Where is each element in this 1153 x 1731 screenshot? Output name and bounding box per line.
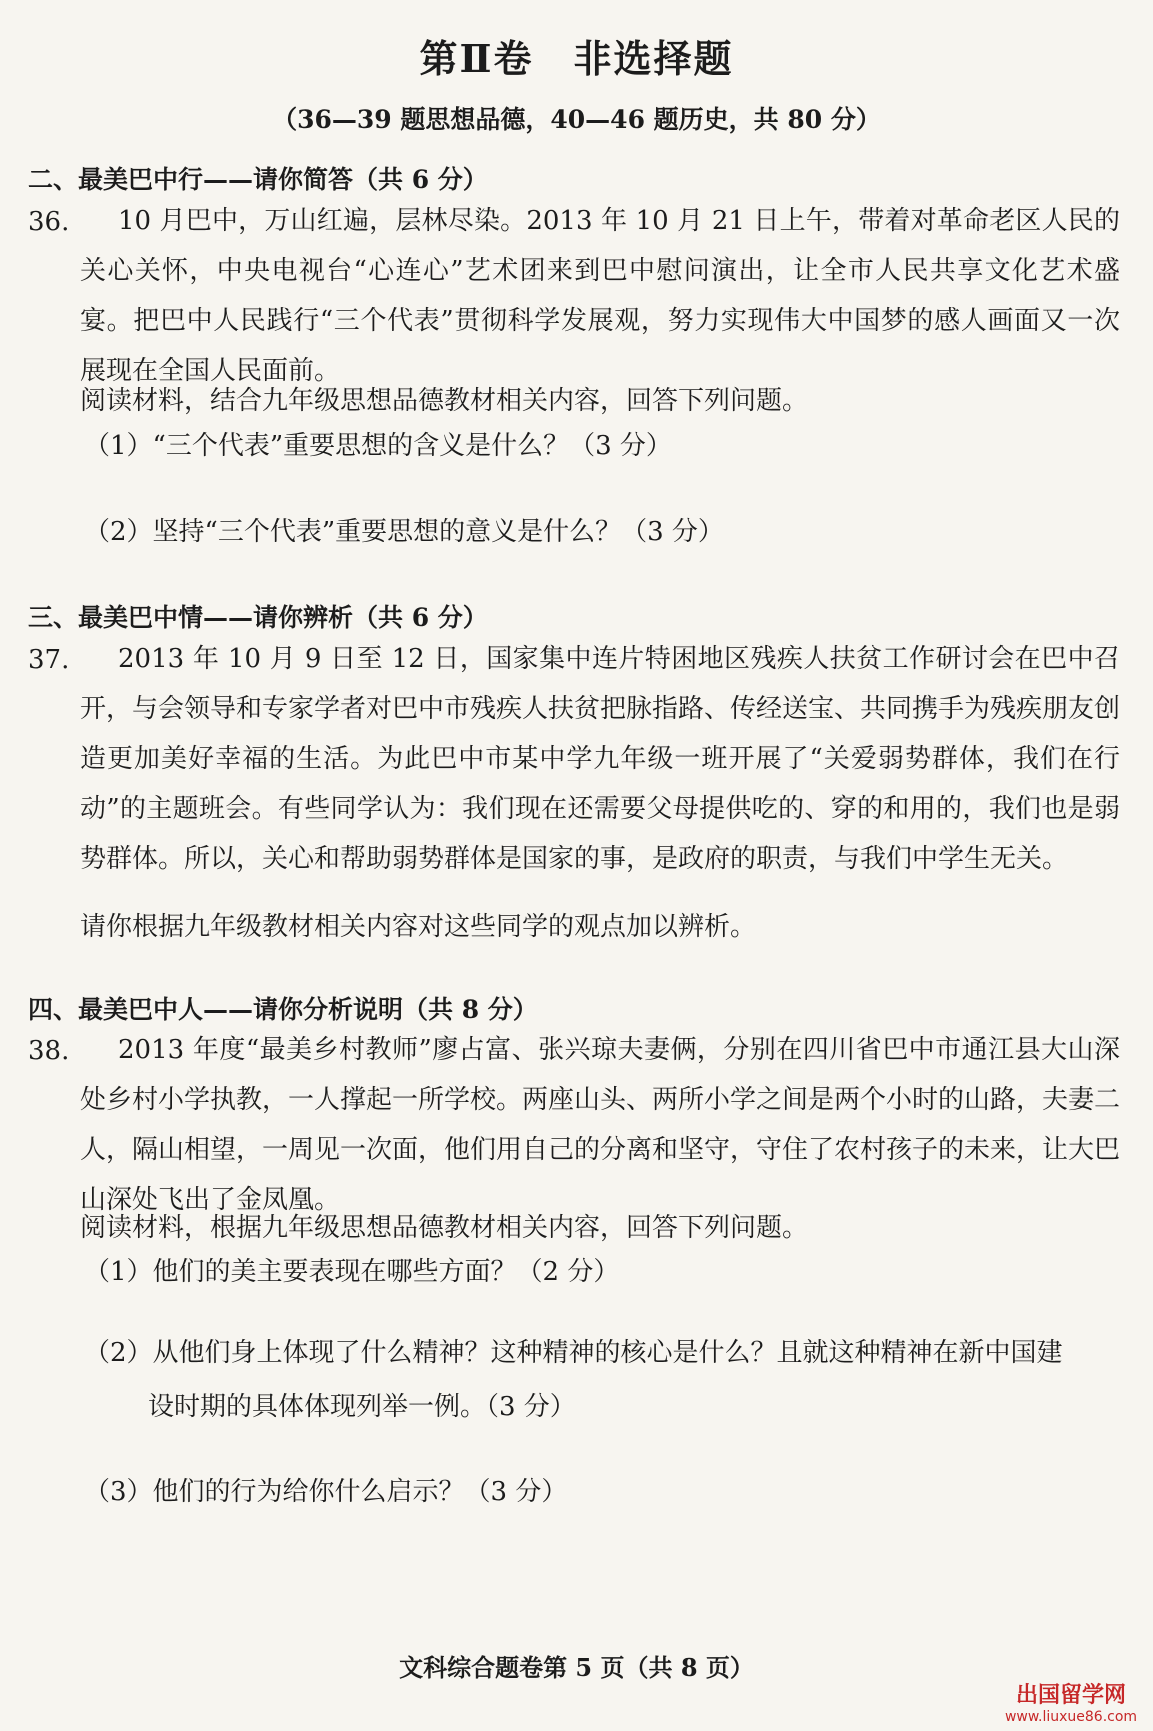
question-38-sub-3: （3）他们的行为给你什么启示？（3 分） xyxy=(84,1477,568,1507)
question-38-material-text: 2013 年度“最美乡村教师”廖占富、张兴琼夫妻俩，分别在四川省巴中市通江县大山深处乡村小学执教，一人撑起一所学校。两座山头、两所小学之间是两个小时的山路，夫妻二人，隔山相望，一周见一次面，他们用自己的分离和坚守，守住了农村孩子的未来，让大巴山深处飞出了金凤凰。 xyxy=(80,1035,1121,1215)
question-36-sub-2: （2）坚持“三个代表”重要思想的意义是什么？（3 分） xyxy=(84,517,724,547)
site-watermark xyxy=(1001,1683,1141,1725)
question-38-instruction: 阅读材料，根据九年级思想品德教材相关内容，回答下列问题。 xyxy=(80,1213,809,1243)
question-38-sub-2-line-1: （2）从他们身上体现了什么精神？这种精神的核心是什么？且就这种精神在新中国建 xyxy=(84,1338,1063,1368)
section-heading-2: 二、最美巴中行——请你简答（共 6 分） xyxy=(28,165,488,194)
section-heading-4: 四、最美巴中人——请你分析说明（共 8 分） xyxy=(28,995,538,1024)
question-38-sub-2-line-2: 设时期的具体体现列举一例。（3 分） xyxy=(148,1392,576,1422)
question-36-sub-1: （1）“三个代表”重要思想的含义是什么？（3 分） xyxy=(84,431,672,461)
section-heading-3: 三、最美巴中情——请你辨析（共 6 分） xyxy=(28,603,488,632)
page-footer: 文科综合题卷第 5 页（共 8 页） xyxy=(399,1653,754,1682)
question-38-material xyxy=(80,1025,1120,1225)
page-subtitle: （36—39 题思想品德，40—46 题历史，共 80 分） xyxy=(272,105,881,134)
question-number-38: 38. xyxy=(28,1036,70,1066)
page-title: 第Ⅱ卷 非选择题 xyxy=(419,36,734,81)
watermark-name: 出国留学网 xyxy=(1015,1683,1126,1708)
question-37-material-text: 2013 年 10 月 9 日至 12 日，国家集中连片特困地区残疾人扶贫工作研讨会在巴中召开，与会领导和专家学者对巴中市残疾人扶贫把脉指路、传经送宝、共同携手为残疾朋友创造更加美好幸福的生活。为此巴中市某中学九年级一班开展了“关爱弱势群体，我们在行动”的主题班会。有些同学认为：我们现在还需要父母提供吃的、穿的和用的，我们也是弱势群体。所以，关心和帮助弱势群体是国家的事，是政府的职责，与我们中学生无关。 xyxy=(80,644,1121,874)
question-38-sub-1: （1）他们的美主要表现在哪些方面？（2 分） xyxy=(84,1257,620,1287)
question-37-instruction: 请你根据九年级教材相关内容对这些同学的观点加以辨析。 xyxy=(80,912,757,942)
question-37-material xyxy=(80,634,1120,884)
question-36-material-text: 10 月巴中，万山红遍，层林尽染。2013 年 10 月 21 日上午，带着对革命老区人民的关心关怀，中央电视台“心连心”艺术团来到巴中慰问演出，让全市人民共享文化艺术盛宴。把巴中人民践行“三个代表”贯彻科学发展观，努力实现伟大中国梦的感人画面又一次展现在全国人民面前。 xyxy=(80,206,1120,386)
question-36-material xyxy=(80,196,1120,396)
question-number-37: 37. xyxy=(28,645,70,675)
question-38-sub-2 xyxy=(84,1326,1124,1434)
question-36-instruction: 阅读材料，结合九年级思想品德教材相关内容，回答下列问题。 xyxy=(80,386,809,416)
watermark-url: www.liuxue86.com xyxy=(1004,1709,1138,1725)
question-number-36: 36. xyxy=(28,207,70,237)
